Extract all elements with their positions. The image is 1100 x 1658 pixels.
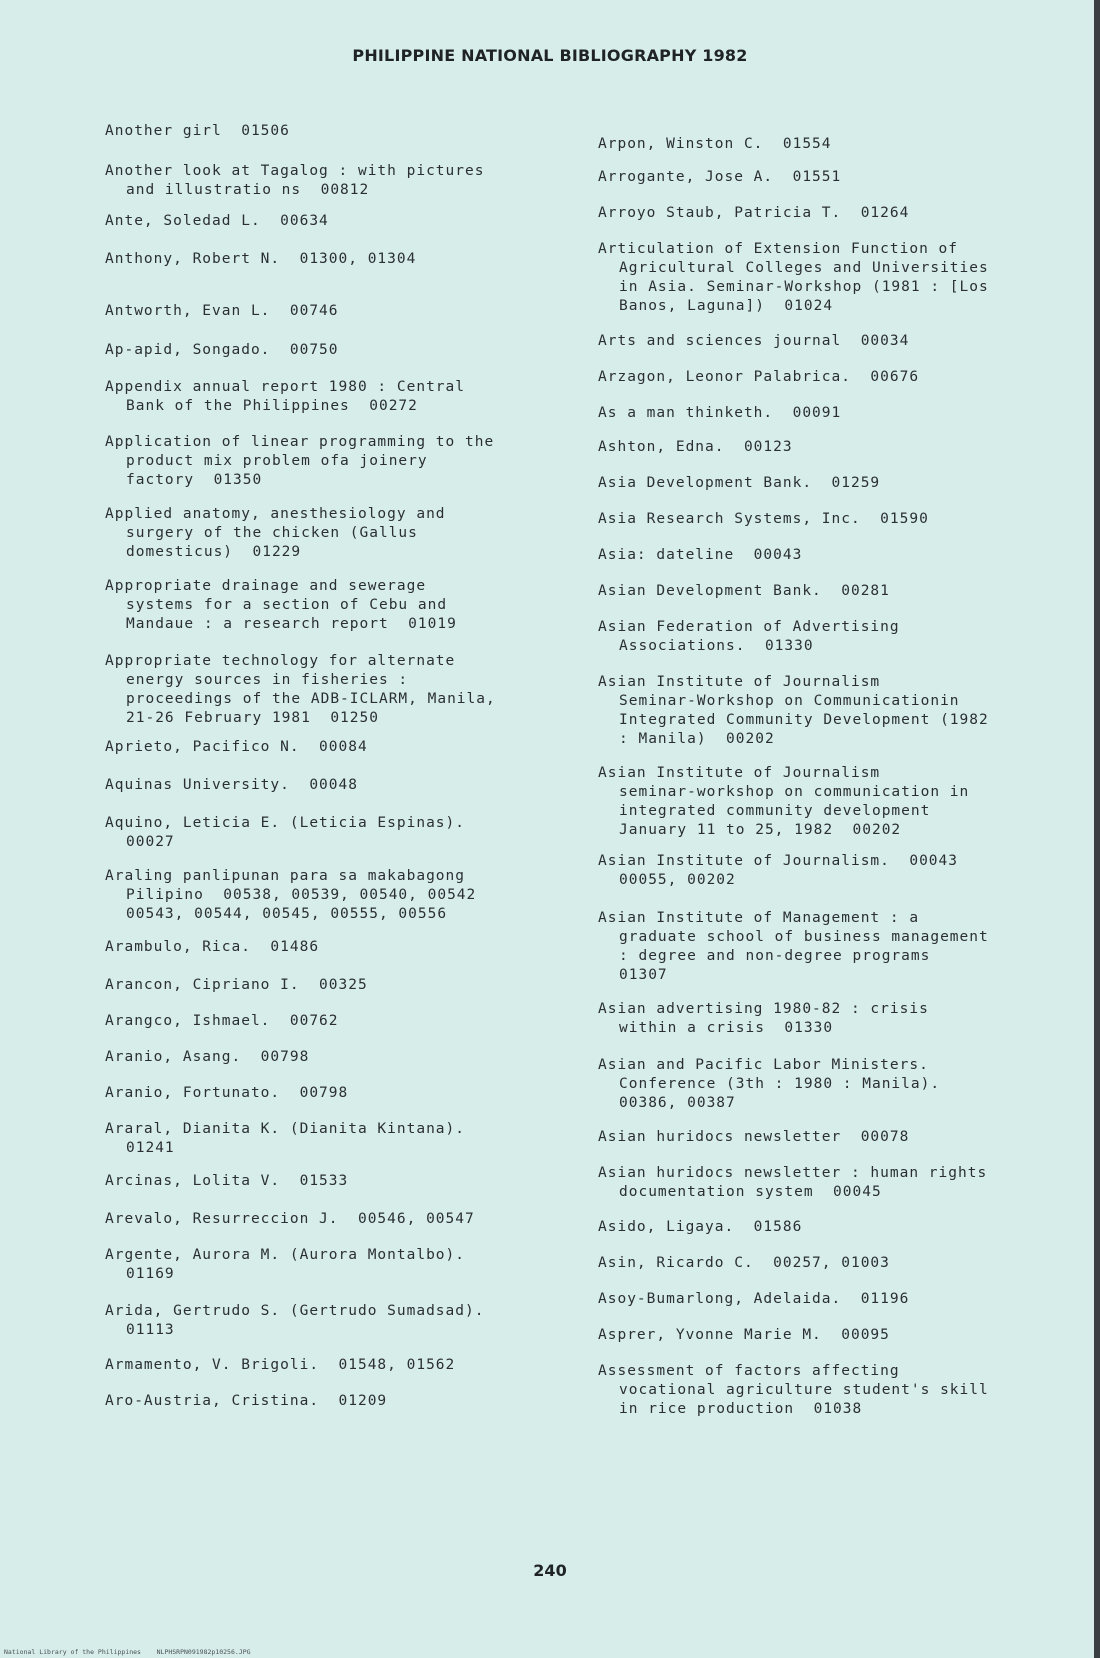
index-entry (598, 909, 989, 985)
entry-continuation: in rice production 01038 (619, 1401, 863, 1417)
index-entry (598, 204, 909, 223)
index-entry (105, 976, 368, 995)
index-entry (105, 1084, 348, 1103)
index-entry (105, 738, 368, 757)
entry-heading: Assessment of factors affecting (598, 1363, 900, 1379)
entry-heading: Araling panlipunan para sa makabagong (105, 868, 466, 884)
entry-heading: Applied anatomy, anesthesiology and (105, 506, 446, 522)
index-entry (105, 867, 476, 924)
index-entry (105, 122, 290, 141)
entry-continuation: graduate school of business management (619, 929, 989, 945)
index-entry (598, 582, 890, 601)
entry-heading: Asia Research Systems, Inc. 01590 (598, 511, 929, 527)
entry-heading: As a man thinketh. 00091 (598, 405, 842, 421)
index-entry (598, 368, 919, 387)
scan-credit: National Library of the Philippines NLPHSRPN091982p10256.JPG (4, 1648, 251, 1656)
entry-continuation: integrated community development (619, 803, 931, 819)
index-entry (105, 1120, 465, 1158)
page-edge (1094, 0, 1100, 1658)
entry-heading: Asia: dateline 00043 (598, 547, 803, 563)
index-entry (598, 1326, 890, 1345)
entry-heading: Another look at Tagalog : with pictures (105, 163, 485, 179)
index-entry (598, 618, 900, 656)
entry-heading: Anthony, Robert N. 01300, 01304 (105, 251, 417, 267)
entry-continuation: 01169 (126, 1266, 175, 1282)
page-number: 240 (533, 1561, 567, 1580)
index-entry (598, 1218, 802, 1237)
index-entry (105, 505, 446, 562)
entry-heading: Aquinas University. 00048 (105, 777, 358, 793)
index-entry (598, 1164, 987, 1202)
index-entry (598, 438, 793, 457)
entry-heading: Arrogante, Jose A. 01551 (598, 169, 842, 185)
entry-heading: Antworth, Evan L. 00746 (105, 303, 339, 319)
entry-heading: Arcinas, Lolita V. 01533 (105, 1173, 349, 1189)
entry-continuation: Associations. 01330 (619, 638, 814, 654)
entry-continuation: domesticus) 01229 (126, 544, 302, 560)
entry-continuation: 01241 (126, 1140, 175, 1156)
index-entry (105, 1392, 387, 1411)
entry-continuation: energy sources in fisheries : (126, 672, 409, 688)
index-entry (105, 250, 416, 269)
entry-heading: Aranio, Fortunato. 00798 (105, 1085, 349, 1101)
index-entry (598, 404, 841, 423)
index-entry (598, 1128, 909, 1147)
index-entry (598, 1290, 909, 1309)
index-entry (105, 1012, 339, 1031)
page-title: PHILIPPINE NATIONAL BIBLIOGRAPHY 1982 (352, 46, 748, 65)
entry-heading: Asian Institute of Journalism (598, 765, 881, 781)
entry-continuation: Seminar-Workshop on Communicationin (619, 693, 960, 709)
index-entry (105, 652, 496, 728)
entry-heading: Appropriate drainage and sewerage (105, 578, 427, 594)
index-entry (105, 1302, 484, 1340)
entry-heading: Armamento, V. Brigoli. 01548, 01562 (105, 1357, 456, 1373)
entry-heading: Asian huridocs newsletter 00078 (598, 1129, 910, 1145)
index-entry (598, 673, 989, 749)
entry-continuation: Conference (3th : 1980 : Manila). (619, 1076, 941, 1092)
entry-heading: Araral, Dianita K. (Dianita Kintana). (105, 1121, 466, 1137)
index-entry (105, 1246, 465, 1284)
index-entry (598, 852, 958, 890)
index-entry (598, 764, 969, 840)
entry-heading: Arida, Gertrudo S. (Gertrudo Sumadsad). (105, 1303, 485, 1319)
index-entry (598, 474, 880, 493)
entry-continuation: vocational agriculture student's skill (619, 1382, 989, 1398)
entry-continuation: and illustratio ns 00812 (126, 182, 370, 198)
entry-heading: Aro-Austria, Cristina. 01209 (105, 1393, 388, 1409)
index-entry (105, 1048, 309, 1067)
entry-heading: Arevalo, Resurreccion J. 00546, 00547 (105, 1211, 475, 1227)
entry-heading: Asian Institute of Journalism (598, 674, 881, 690)
entry-continuation: Agricultural Colleges and Universities (619, 260, 989, 276)
entry-continuation: 01113 (126, 1322, 175, 1338)
entry-continuation: proceedings of the ADB-ICLARM, Manila, (126, 691, 496, 707)
index-entry (598, 332, 909, 351)
index-entry (598, 546, 802, 565)
index-entry (105, 212, 329, 231)
entry-heading: Ap-apid, Songado. 00750 (105, 342, 339, 358)
entry-heading: Asoy-Bumarlong, Adelaida. 01196 (598, 1291, 910, 1307)
entry-heading: Arroyo Staub, Patricia T. 01264 (598, 205, 910, 221)
entry-continuation: 01307 (619, 967, 668, 983)
index-entry (105, 577, 457, 634)
entry-heading: Articulation of Extension Function of (598, 241, 959, 257)
index-entry (105, 1356, 455, 1375)
index-entry (598, 240, 989, 316)
entry-continuation: : degree and non-degree programs (619, 948, 931, 964)
entry-heading: Application of linear programming to the (105, 434, 495, 450)
entry-heading: Asido, Ligaya. 01586 (598, 1219, 803, 1235)
entry-heading: Aprieto, Pacifico N. 00084 (105, 739, 368, 755)
index-entry (598, 1254, 890, 1273)
entry-continuation: 00543, 00544, 00545, 00555, 00556 (126, 906, 448, 922)
entry-continuation: documentation system 00045 (619, 1184, 882, 1200)
index-entry (598, 1000, 929, 1038)
entry-heading: Arpon, Winston C. 01554 (598, 136, 832, 152)
index-entry (105, 776, 358, 795)
entry-heading: Asin, Ricardo C. 00257, 01003 (598, 1255, 890, 1271)
index-entry (598, 135, 832, 154)
entry-continuation: Banos, Laguna]) 01024 (619, 298, 834, 314)
entry-continuation: Integrated Community Development (1982 (619, 712, 989, 728)
entry-continuation: surgery of the chicken (Gallus (126, 525, 418, 541)
index-entry (598, 1056, 940, 1113)
index-entry (598, 510, 929, 529)
entry-continuation: factory 01350 (126, 472, 263, 488)
index-entry (105, 341, 339, 360)
entry-heading: Arts and sciences journal 00034 (598, 333, 910, 349)
entry-continuation: 21-26 February 1981 01250 (126, 710, 379, 726)
entry-heading: Ante, Soledad L. 00634 (105, 213, 329, 229)
entry-continuation: seminar-workshop on communication in (619, 784, 970, 800)
entry-heading: Arancon, Cipriano I. 00325 (105, 977, 368, 993)
entry-continuation: Mandaue : a research report 01019 (126, 616, 457, 632)
entry-continuation: systems for a section of Cebu and (126, 597, 448, 613)
entry-continuation: Bank of the Philippines 00272 (126, 398, 418, 414)
entry-heading: Another girl 01506 (105, 123, 290, 139)
entry-heading: Asian Federation of Advertising (598, 619, 900, 635)
entry-heading: Asian Institute of Management : a (598, 910, 920, 926)
entry-continuation: within a crisis 01330 (619, 1020, 834, 1036)
entry-heading: Asian Institute of Journalism. 00043 (598, 853, 959, 869)
entry-continuation: in Asia. Seminar-Workshop (1981 : [Los (619, 279, 989, 295)
index-entry (105, 1172, 348, 1191)
entry-heading: Asprer, Yvonne Marie M. 00095 (598, 1327, 890, 1343)
index-entry (598, 1362, 989, 1419)
entry-heading: Asian and Pacific Labor Ministers. (598, 1057, 929, 1073)
index-entry (105, 162, 484, 200)
index-entry (598, 168, 841, 187)
entry-continuation: 00055, 00202 (619, 872, 736, 888)
index-entry (105, 938, 319, 957)
entry-heading: Arzagon, Leonor Palabrica. 00676 (598, 369, 920, 385)
entry-heading: Asia Development Bank. 01259 (598, 475, 881, 491)
index-entry (105, 1210, 475, 1229)
index-entry (105, 378, 465, 416)
index-entry (105, 814, 465, 852)
entry-heading: Asian huridocs newsletter : human rights (598, 1165, 988, 1181)
entry-heading: Asian advertising 1980-82 : crisis (598, 1001, 929, 1017)
entry-continuation: Pilipino 00538, 00539, 00540, 00542 (126, 887, 477, 903)
entry-continuation: : Manila) 00202 (619, 731, 775, 747)
entry-heading: Asian Development Bank. 00281 (598, 583, 890, 599)
index-entry (105, 433, 494, 490)
index-entry (105, 302, 339, 321)
entry-heading: Appropriate technology for alternate (105, 653, 456, 669)
entry-heading: Arambulo, Rica. 01486 (105, 939, 320, 955)
entry-heading: Aquino, Leticia E. (Leticia Espinas). (105, 815, 466, 831)
entry-continuation: product mix problem ofa joinery (126, 453, 428, 469)
entry-continuation: 00027 (126, 834, 175, 850)
entry-heading: Argente, Aurora M. (Aurora Montalbo). (105, 1247, 466, 1263)
entry-heading: Aranio, Asang. 00798 (105, 1049, 310, 1065)
entry-heading: Appendix annual report 1980 : Central (105, 379, 466, 395)
entry-heading: Arangco, Ishmael. 00762 (105, 1013, 339, 1029)
entry-heading: Ashton, Edna. 00123 (598, 439, 793, 455)
entry-continuation: January 11 to 25, 1982 00202 (619, 822, 902, 838)
entry-continuation: 00386, 00387 (619, 1095, 736, 1111)
